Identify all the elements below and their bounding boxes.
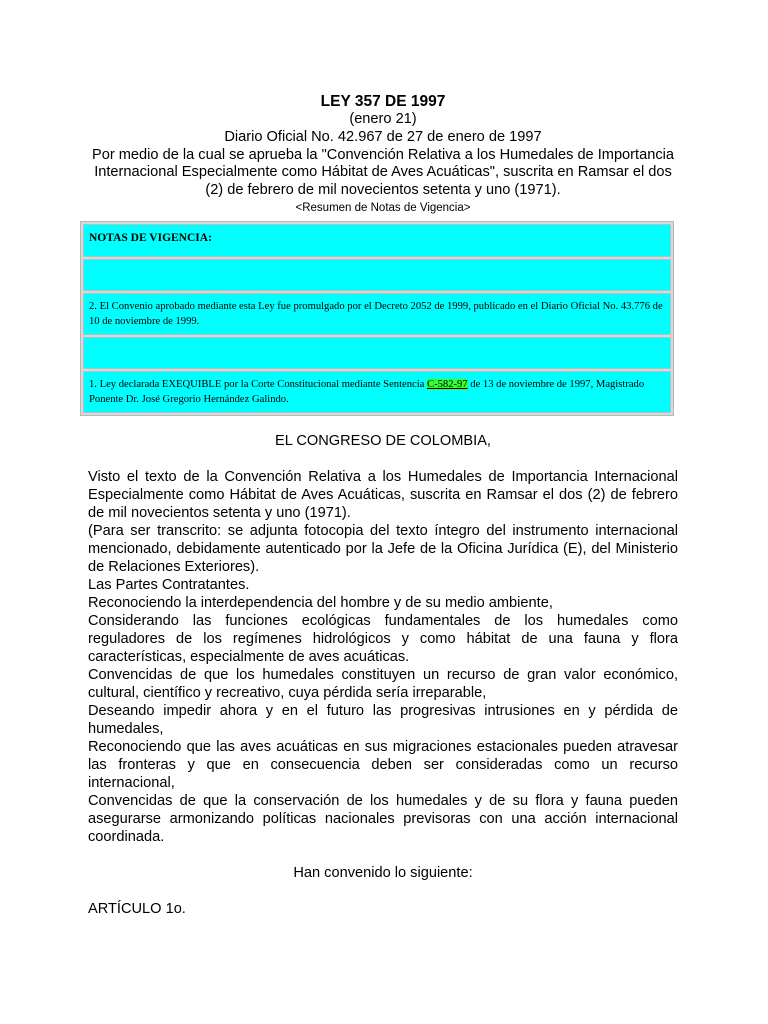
- body-paragraph: Reconociendo la interdependencia del hombre y de su medio ambiente,: [88, 594, 553, 611]
- law-title: LEY 357 DE 1997: [320, 93, 446, 110]
- body-paragraph: Convencidas de que la conservación de los humedales y de su flora y fauna pueden asegurarse armonizando políticas nacionales previsoras con una acción internacional coordinada.: [88, 792, 678, 845]
- document-page: [88, 92, 678, 918]
- law-description: Por medio de la cual se aprueba la "Convención Relativa a los Humedales de Importancia Internacional Especialmente como Hábitat de Aves Acuáticas", suscrita en Ramsar el dos (2) de febrero de mil novecientos setenta y uno (1971).: [92, 146, 674, 199]
- body-paragraph: (Para ser transcrito: se adjunta fotocopia del texto íntegro del instrumento internacional mencionado, debidamente autenticado por la Jefe de la Oficina Jurídica (E), del Ministerio de Relaciones Exteriores).: [88, 522, 678, 575]
- document-header: [88, 92, 678, 216]
- convenido-heading: Han convenido lo siguiente:: [293, 864, 473, 881]
- law-body: [88, 468, 678, 846]
- nota-1: [83, 371, 671, 413]
- sentencia-link[interactable]: C-582-97: [427, 378, 468, 390]
- body-paragraph: Considerando las funciones ecológicas fundamentales de los humedales como reguladores de los regímenes hidrológicos y como hábitat de una fauna y flora características, especialmente de aves acuáticas.: [88, 612, 678, 665]
- body-paragraph: Convencidas de que los humedales constituyen un recurso de gran valor económico, cultural, científico y recreativo, cuya pérdida sería irreparable,: [88, 666, 678, 701]
- law-date: (enero 21): [349, 111, 417, 127]
- notas-blank-row: [83, 337, 671, 369]
- body-paragraph: Reconociendo que las aves acuáticas en sus migraciones estacionales pueden atravesar las fronteras y que en consecuencia deben ser consideradas como un recurso internacional,: [88, 738, 678, 791]
- congreso-heading: EL CONGRESO DE COLOMBIA,: [275, 432, 491, 449]
- notas-heading: NOTAS DE VIGENCIA:: [83, 224, 671, 257]
- body-paragraph: Deseando impedir ahora y en el futuro las progresivas intrusiones en y pérdida de humedales,: [88, 702, 678, 737]
- articulo-heading: ARTÍCULO 1o.: [88, 900, 186, 917]
- notas-blank-row: [83, 259, 671, 291]
- body-paragraph: Visto el texto de la Convención Relativa a los Humedales de Importancia Internacional Especialmente como Hábitat de Aves Acuáticas, suscrita en Ramsar el dos (2) de febrero de mil novecientos setenta y uno (1971).: [88, 468, 678, 521]
- diario-oficial: Diario Oficial No. 42.967 de 27 de enero de 1997: [224, 128, 542, 145]
- nota-1-text-after: de 13 de noviembre de 1997, Magistrado Ponente Dr. José Gregorio Hernández Galindo.: [89, 378, 645, 405]
- notas-vigencia-table: [80, 221, 674, 416]
- resumen-notas-link[interactable]: <Resumen de Notas de Vigencia>: [295, 201, 471, 214]
- body-paragraph: Las Partes Contratantes.: [88, 576, 250, 593]
- nota-2: 2. El Convenio aprobado mediante esta Ley fue promulgado por el Decreto 2052 de 1999, publicado en el Diario Oficial No. 43.776 de 10 de noviembre de 1999.: [83, 293, 671, 335]
- nota-1-text-before: 1. Ley declarada EXEQUIBLE por la Corte Constitucional mediante Sentencia: [89, 378, 428, 390]
